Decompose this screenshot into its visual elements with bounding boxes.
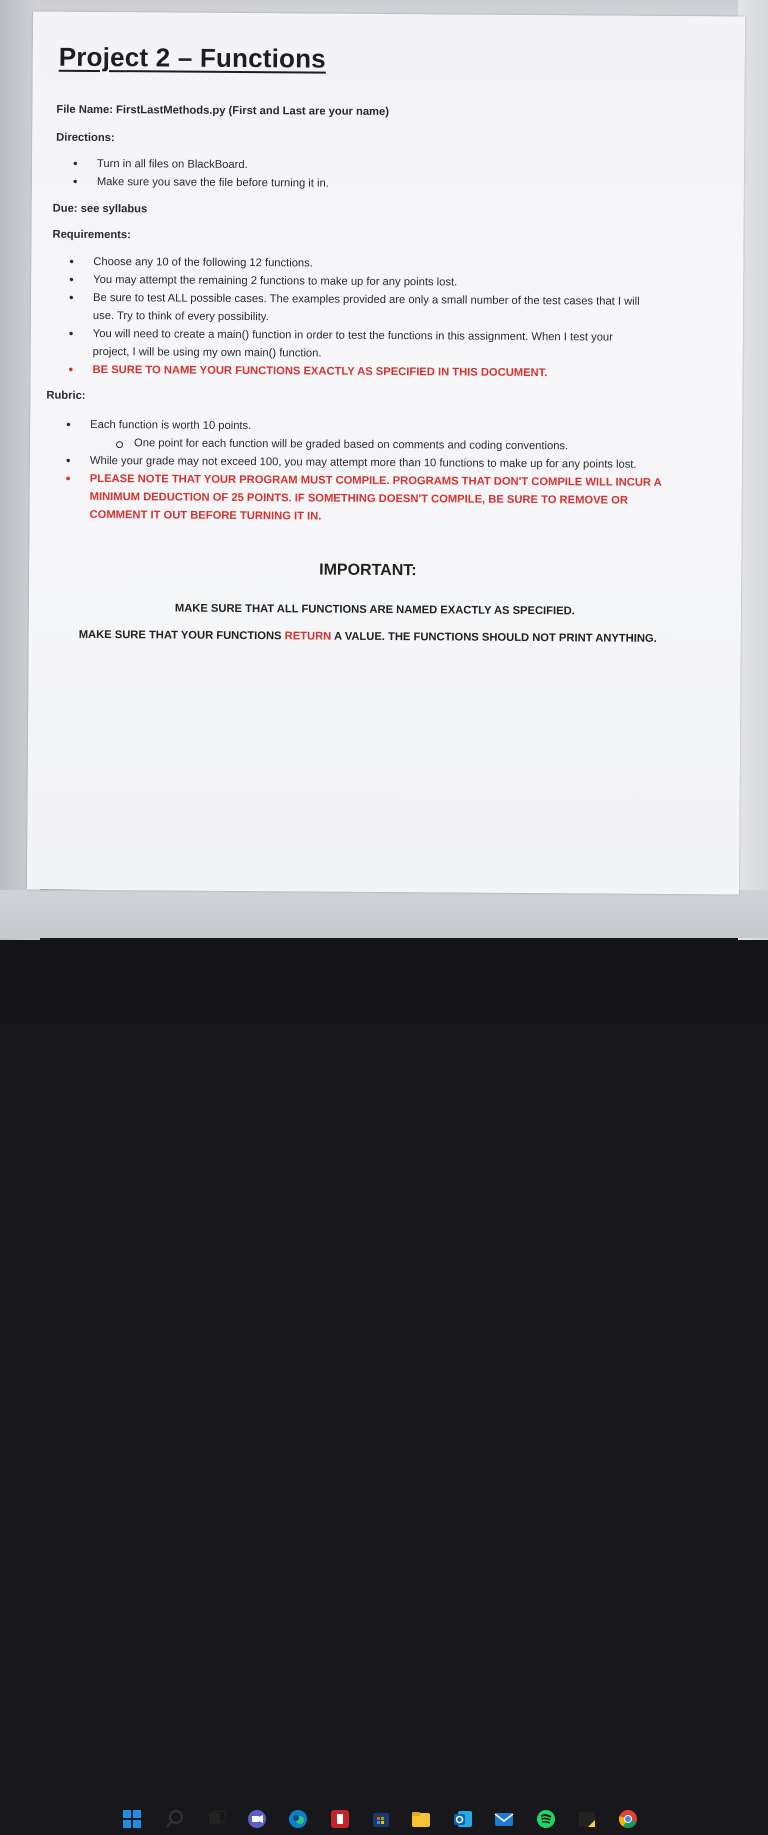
important-line-2: [79, 629, 657, 645]
due-value: see syllabus: [80, 202, 148, 216]
file-name-label: File Name:: [56, 103, 114, 117]
bullet-icon: •: [68, 325, 74, 341]
direction-item: Make sure you save the file before turning it in.: [96, 175, 329, 190]
directions-label: Directions:: [56, 131, 115, 145]
requirement-item: You will need to create a main() function in order to test the functions in this assignment. When I test your: [92, 327, 613, 344]
rubric-item-warning-continued: MINIMUM DEDUCTION OF 25 POINTS. IF SOMETHING DOESN'T COMPILE, BE SURE TO REMOVE OR: [89, 490, 628, 507]
bullet-icon: •: [69, 289, 74, 305]
bullet-icon: •: [69, 271, 74, 287]
page-title: Project 2 – Functions: [58, 41, 327, 74]
requirement-item-continued: project, I will be using my own main() function.: [92, 345, 322, 360]
taskbar: [0, 896, 768, 948]
due-row: [53, 203, 148, 216]
sub-bullet-icon: [116, 441, 123, 448]
file-explorer-icon[interactable]: [410, 1808, 432, 1830]
spotify-icon[interactable]: [535, 1808, 557, 1830]
chrome-icon[interactable]: [617, 1808, 639, 1830]
important-line-2-end: A VALUE. THE FUNCTIONS SHOULD NOT PRINT ANYTHING.: [331, 630, 657, 645]
requirement-item: Choose any 10 of the following 12 functions.: [93, 255, 313, 270]
bullet-icon: •: [65, 452, 71, 468]
sticky-notes-icon[interactable]: [576, 1808, 598, 1830]
desk-surface: [0, 940, 768, 1024]
file-name-value: FirstLastMethods.py (First and Last are your name): [116, 104, 390, 119]
important-line-1: MAKE SURE THAT ALL FUNCTIONS ARE NAMED EXACTLY AS SPECIFIED.: [174, 602, 575, 618]
requirements-label: Requirements:: [52, 228, 131, 242]
requirement-item: You may attempt the remaining 2 functions to make up for any points lost.: [93, 273, 458, 289]
bullet-icon: •: [66, 416, 71, 432]
rubric-item-warning-continued: COMMENT IT OUT BEFORE TURNING IT IN.: [89, 508, 322, 523]
important-line-2-start: MAKE SURE THAT YOUR FUNCTIONS: [78, 628, 285, 643]
document-page: [27, 12, 745, 895]
bullet-icon: •: [68, 361, 74, 377]
important-heading: IMPORTANT:: [319, 561, 417, 580]
bullet-icon: •: [72, 173, 78, 189]
return-keyword: RETURN: [284, 630, 332, 643]
windows-start-icon[interactable]: [121, 1808, 143, 1830]
direction-item: Turn in all files on BlackBoard.: [96, 157, 248, 172]
task-view-icon[interactable]: [206, 1808, 228, 1830]
office-icon[interactable]: [329, 1808, 351, 1830]
rubric-item: Each function is worth 10 points.: [90, 418, 252, 433]
requirement-item-warning: BE SURE TO NAME YOUR FUNCTIONS EXACTLY AS SPECIFIED IN THIS DOCUMENT.: [92, 363, 548, 380]
teams-chat-icon[interactable]: [246, 1808, 268, 1830]
bullet-icon: •: [65, 470, 71, 486]
rubric-label: Rubric:: [46, 389, 86, 402]
outlook-icon[interactable]: [452, 1808, 474, 1830]
requirement-item-continued: use. Try to think of every possibility.: [92, 309, 269, 324]
edge-icon[interactable]: [287, 1808, 309, 1830]
requirement-item: Be sure to test ALL possible cases. The examples provided are only a small number of the test cases that I will: [93, 291, 640, 308]
rubric-subitem: One point for each function will be graded based on comments and coding conventions.: [134, 437, 569, 453]
rubric-item-warning: PLEASE NOTE THAT YOUR PROGRAM MUST COMPILE. PROGRAMS THAT DON'T COMPILE WILL INCUR A: [89, 472, 662, 489]
bullet-icon: •: [69, 253, 74, 269]
search-icon[interactable]: [164, 1808, 186, 1830]
document-body: [46, 41, 729, 645]
bullet-icon: •: [72, 155, 78, 171]
file-name-row: [56, 104, 389, 118]
rubric-item: While your grade may not exceed 100, you may attempt more than 10 functions to make up for any points lost.: [89, 454, 637, 471]
mail-icon[interactable]: [493, 1808, 515, 1830]
store-icon[interactable]: [370, 1808, 392, 1830]
due-label: Due:: [52, 202, 78, 215]
